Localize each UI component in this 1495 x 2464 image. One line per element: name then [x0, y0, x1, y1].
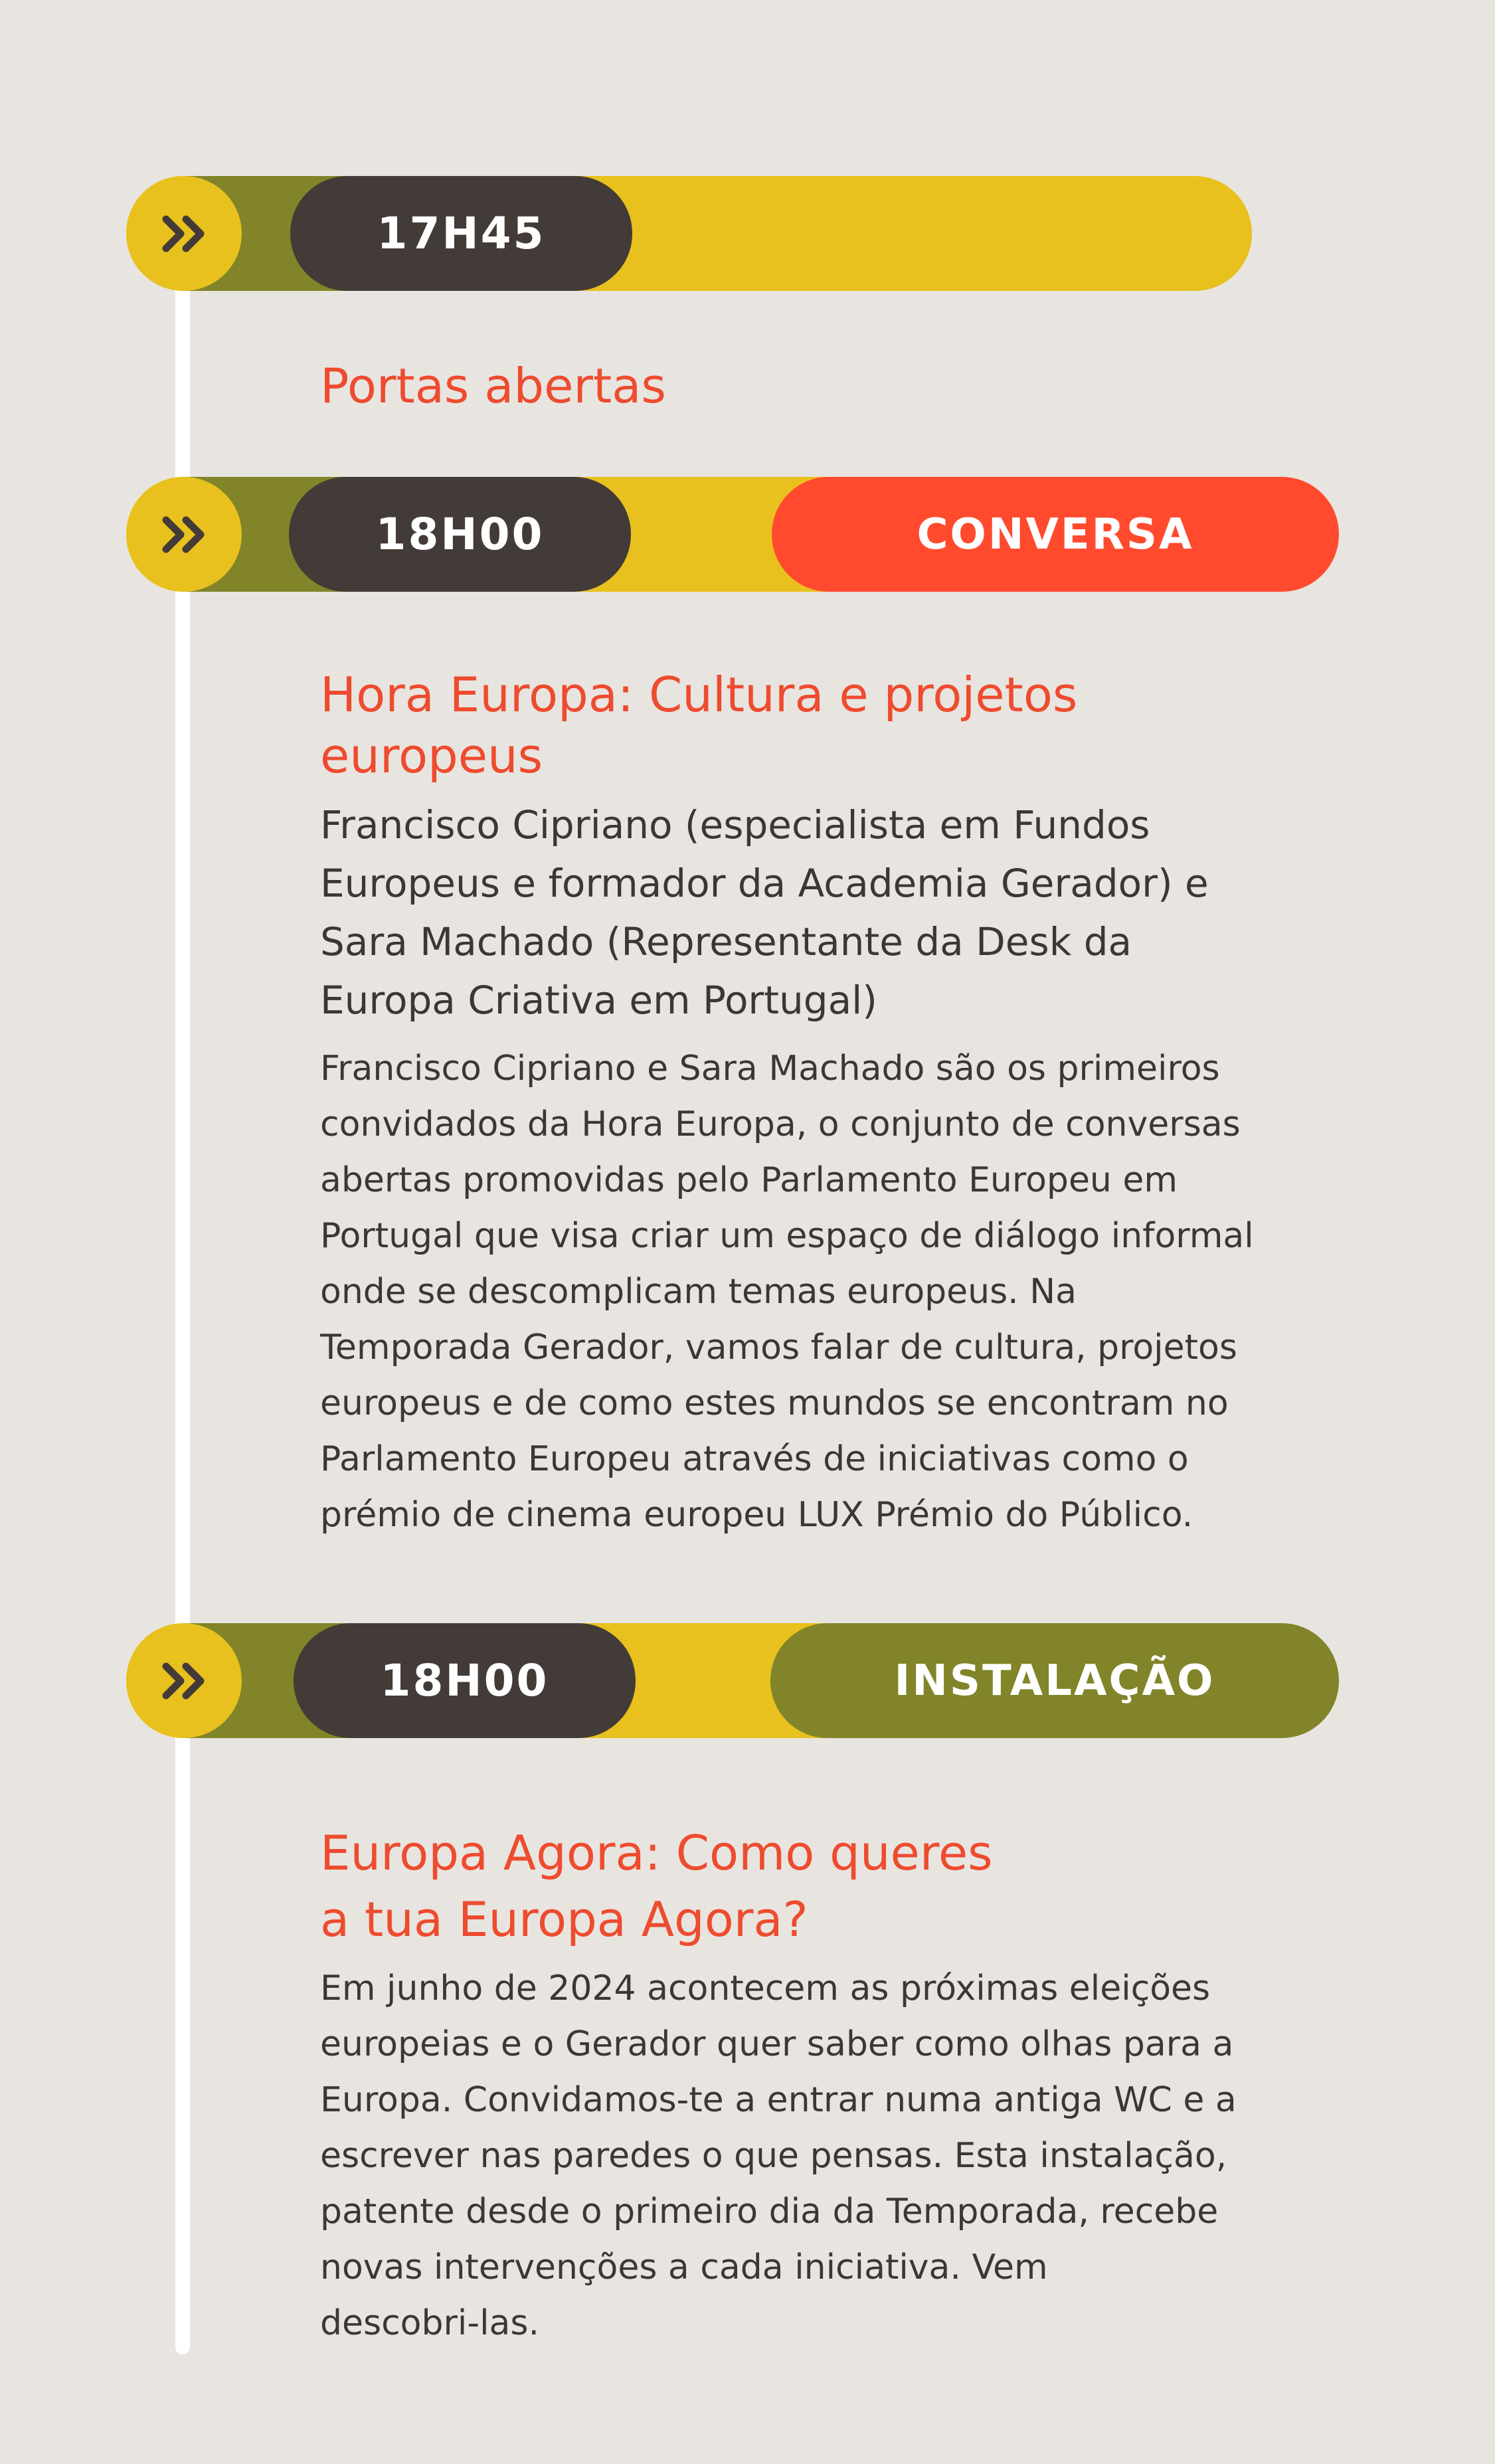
event-description-line: prémio de cinema europeu LUX Prémio do Público. [320, 1495, 1193, 1535]
event-speakers-line: Europeus e formador da Academia Gerador) e [320, 861, 1209, 906]
event-description-line: abertas promovidas pelo Parlamento Europeu em [320, 1160, 1178, 1200]
event-type-badge: CONVERSA [772, 477, 1339, 592]
event-title-line: a tua Europa Agora? [320, 1892, 808, 1947]
event-title-line: Hora Europa: Cultura e projetos [320, 667, 1078, 723]
time-label: 18H00 [289, 477, 631, 592]
time-bar-1800-instalacao [126, 1623, 1339, 1738]
time-bar-1745 [126, 176, 1252, 291]
event-title [320, 664, 1416, 786]
event-description-line: convidados da Hora Europa, o conjunto de conversas [320, 1104, 1241, 1144]
event-description-line: onde se descomplicam temas europeus. Na [320, 1272, 1077, 1312]
time-label: 17H45 [290, 176, 632, 291]
double-chevron-icon [126, 477, 242, 592]
event-title-line: Europa Agora: Como queres [320, 1825, 993, 1881]
event-description-line: escrever nas paredes o que pensas. Esta instalação, [320, 2136, 1227, 2176]
event-description-line: patente desde o primeiro dia da Temporada, recebe [320, 2192, 1219, 2232]
time-bar-1800-conversa [126, 477, 1339, 592]
event-description-line: descobri-las. [320, 2303, 540, 2343]
double-chevron-icon [126, 1623, 242, 1738]
event-title-line: Portas abertas [320, 358, 666, 414]
event-description-line: Francisco Cipriano e Sara Machado são os primeiros [320, 1049, 1220, 1089]
event-description-line: Em junho de 2024 acontecem as próximas eleições [320, 1969, 1211, 2008]
event-description [320, 1041, 1416, 1543]
event-description-line: Europa. Convidamos-te a entrar numa antiga WC e a [320, 2080, 1237, 2120]
event-description [320, 1961, 1416, 2351]
event-description-line: Parlamento Europeu através de iniciativas como o [320, 1439, 1189, 1479]
event-description-line: europeus e de como estes mundos se encontram no [320, 1383, 1229, 1423]
event-speakers-line: Francisco Cipriano (especialista em Fundos [320, 802, 1150, 847]
event-description-line: Portugal que visa criar um espaço de diálogo informal [320, 1216, 1254, 1256]
event-speakers-line: Sara Machado (Representante da Desk da [320, 919, 1132, 964]
event-description-line: Temporada Gerador, vamos falar de cultura, projetos [320, 1328, 1237, 1367]
event-title [320, 355, 1416, 416]
time-label: 18H00 [294, 1623, 636, 1738]
event-title [320, 1820, 1416, 1953]
event-description-line: novas intervenções a cada iniciativa. Vem [320, 2247, 1048, 2287]
event-description-line: europeias e o Gerador quer saber como olhas para a [320, 2024, 1234, 2064]
event-type-badge: INSTALAÇÃO [770, 1623, 1339, 1738]
double-chevron-icon [126, 176, 242, 291]
event-speakers [320, 796, 1416, 1029]
event-speakers-line: Europa Criativa em Portugal) [320, 978, 877, 1023]
event-title-line: europeus [320, 728, 543, 784]
